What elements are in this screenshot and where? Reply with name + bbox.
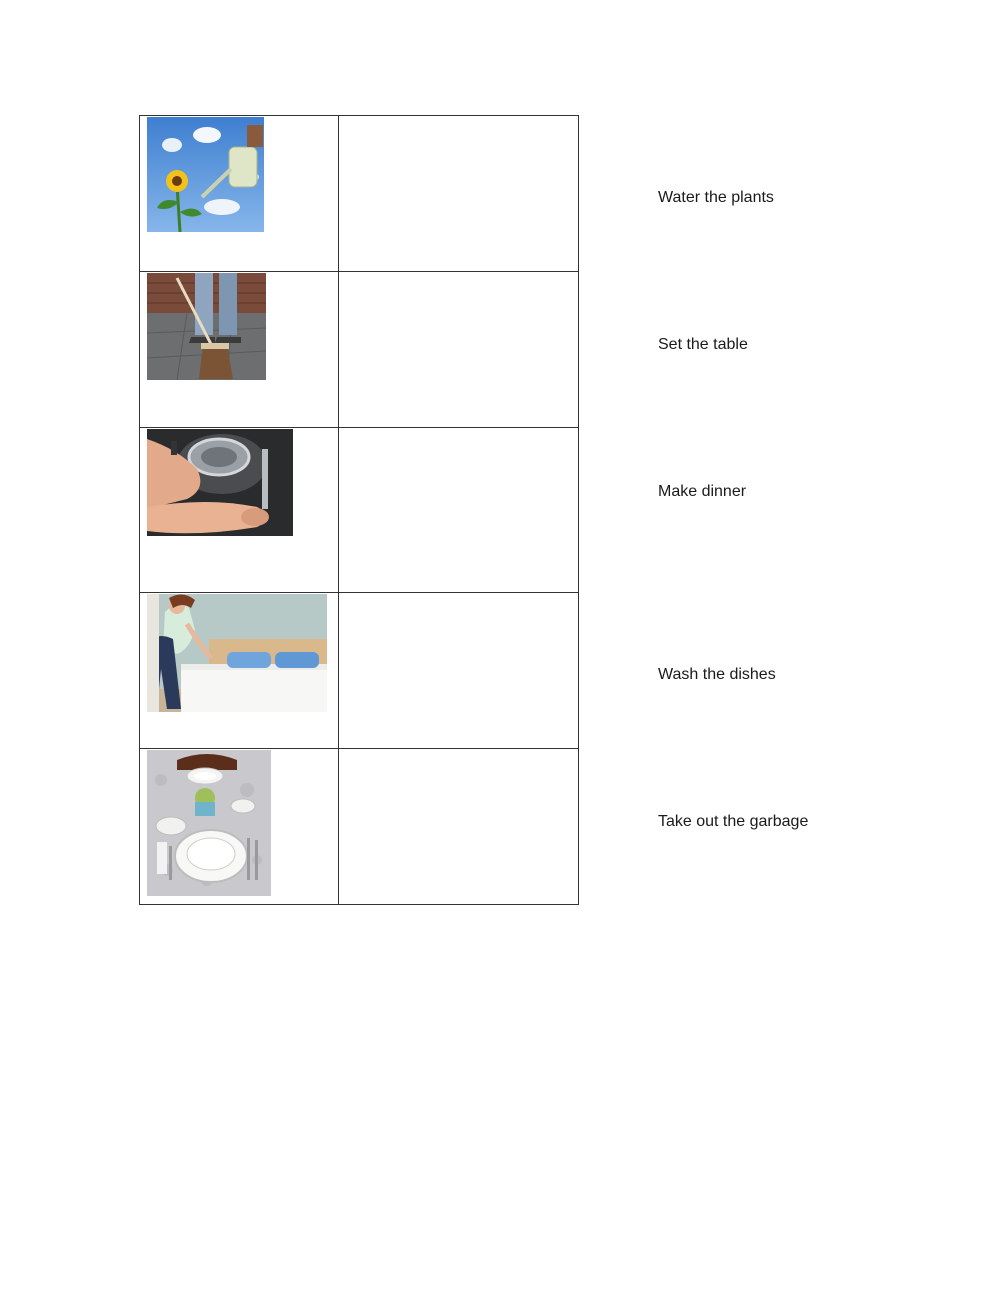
phrase-water-the-plants[interactable]: Water the plants [658,189,774,206]
answer-cell[interactable] [339,272,579,428]
set-table-picture [147,750,338,896]
table-row [140,116,579,272]
phrase-make-dinner[interactable]: Make dinner [658,483,747,500]
washing-dishes-picture [147,429,338,536]
matching-table [139,115,579,905]
phrase-set-the-table[interactable]: Set the table [658,336,748,353]
answer-cell[interactable] [339,593,579,749]
answer-cell[interactable] [339,749,579,905]
answer-cell[interactable] [339,116,579,272]
table-row [140,593,579,749]
phrase-wash-the-dishes[interactable]: Wash the dishes [658,666,776,683]
watering-plants-picture [147,117,338,232]
table-row [140,428,579,593]
picture-cell [140,272,339,428]
table-row [140,749,579,905]
picture-cell [140,749,339,905]
picture-cell [140,428,339,593]
phrase-take-out-the-garbage[interactable]: Take out the garbage [658,813,809,830]
picture-cell [140,116,339,272]
answer-cell[interactable] [339,428,579,593]
making-bed-picture [147,594,338,712]
sweeping-floor-picture [147,273,338,380]
table-row [140,272,579,428]
picture-cell [140,593,339,749]
